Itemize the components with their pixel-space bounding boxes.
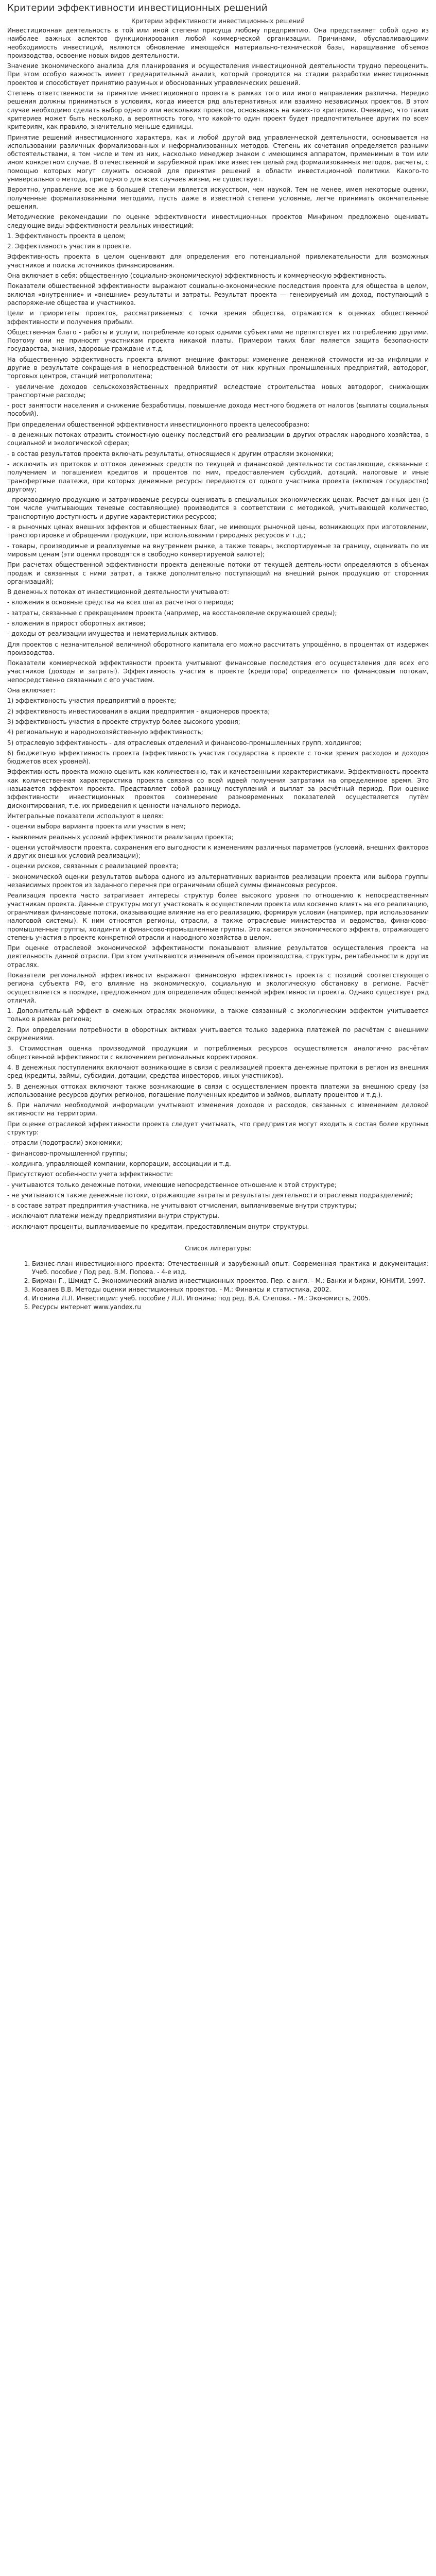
paragraph: - в рыночных ценах внешних эффектов и общественных благ, не имеющих рыночной цены, возникающих при изготовлении, транспортировке и обращении продукции, при использовании природных ресурсов и т.д.; <box>7 523 429 539</box>
paragraph: При оценке отраслевой эффективности проекта следует учитывать, что предприятия могут входить в состав более крупных структур: <box>7 1120 429 1137</box>
paragraph: Реализация проекта часто затрагивает интересы структур более высокого уровня по отношению к непосредственным участникам проекта. Данные структуры могут участвовать в осуществлении проекта или косвенно влиять на его реализацию, ограничивая финансовые потоки, оказывающие влияние на его реализацию, формируя условия (например, при использовании налоговой системы). К ним относятся регионы, отрасли, а также отраслевые министерства и ведомства, финансово-промышленные группы, холдинги и финансово-промышленные группы. Это касается экономического эффекта, отражающего степень участия в проекте конкретной отрасли и народного хозяйства в целом. <box>7 892 429 941</box>
paragraph: - вложения в основные средства на всех шагах расчетного периода; <box>7 599 234 606</box>
paragraph: 4) региональную и народнохозяйственную эффективность; <box>7 728 203 736</box>
paragraph: - оценки выбора варианта проекта или участия в нем; <box>7 823 186 831</box>
paragraph: - доходы от реализации имущества и нематериальных активов. <box>7 630 218 638</box>
paragraph: - в денежных потоках отразить стоимостную оценку последствий его реализации в других отраслях народного хозяйства, в социальной и экологической сферах; <box>7 431 429 447</box>
paragraph: 2) эффективность инвестирования в акции предприятия - акционеров проекта; <box>7 707 270 715</box>
paragraph: Инвестиционная деятельность в той или иной степени присуща любому предприятию. Она представляет собой одно из наиболее важных аспектов функционирования любой коммерческой организации. Причинами, обуславливающими необходимость инвестиций, являются обновление имеющейся материально-технической базы, наращивание объемов производства, освоение новых видов деятельности. <box>7 27 429 59</box>
paragraph: Интегральные показатели используют в целях: <box>7 812 164 820</box>
article-subtitle: Критерии эффективности инвестиционных решений <box>131 18 305 25</box>
reference-item: 5. Ресурсы интернет www.yandex.ru <box>32 1303 429 1311</box>
reference-item: 4. Игонина Л.Л. Инвестиции: учеб. пособие / Л.Л. Игонина; под ред. В.А. Слепова. - М.: Экономистъ, 2005. <box>32 1294 429 1302</box>
paragraph: 3) эффективность участия в проекте структур более высокого уровня; <box>7 718 240 725</box>
paragraph: Показатели общественной эффективности выражают социально-экономические последствия проекта для общества в целом, включая «внутренние» и «внешние» результаты и затраты. Результат проекта — генерируемый им доход, поступающий в распоряжение общества и участников. <box>7 282 429 307</box>
paragraph: - экономической оценки результатов выбора одного из альтернативных вариантов реализации проекта или выбора группы независимых проектов из заданного перечня при ограничении общей суммы финансовых ресурсов. <box>7 873 429 889</box>
paragraph: Значение экономического анализа для планирования и осуществления инвестиционной деятельности трудно переоценить. При этом особую важность имеет предварительный анализ, который проводится на стадии разработки инвестиционных проектов и способствует принятию разумных и обоснованных управленческих решений. <box>7 62 429 87</box>
paragraph: - исключают платежи между предприятиями внутри структуры. <box>7 1212 220 1220</box>
paragraph: Показатели коммерческой эффективности проекта учитывают финансовые последствия его осуществления для всех его участников (доходы и затраты). Эффективность участия в проекте (кредитора) определяется по финансовым потокам, непосредственно связанным с его участием. <box>7 659 429 684</box>
paragraph: 3. Стоимостная оценка производимой продукции и потребляемых ресурсов осуществляется аналогично расчётам общественной эффективности с включением региональных корректировок. <box>7 1045 429 1061</box>
paragraph: - холдинга, управляющей компании, корпорации, ассоциации и т.д. <box>7 1160 231 1167</box>
paragraph: - увеличение доходов сельскохозяйственных предприятий вследствие строительства новых автодорог, снижающих транспортные расходы; <box>7 383 429 399</box>
paragraph: - рост занятости населения и снижение безработицы, повышение дохода местного бюджета от налогов (выплаты социальных пособий). <box>7 402 429 418</box>
references-section <box>7 1244 429 1311</box>
paragraph: - отрасли (подотрасли) экономики; <box>7 1139 123 1147</box>
paragraph: - оценки устойчивости проекта, сохранения его выгодности к изменениям различных параметров (условий, внешних факторов и других внешних условий реализации); <box>7 843 429 860</box>
paragraph: 6) бюджетную эффективность проекта (эффективность участия государства в проекте с точки зрения расходов и доходов бюджетов всех уровней). <box>7 749 429 766</box>
paragraph: 5) отраслевую эффективность - для отраслевых отделений и финансово-промышленных групп, холдингов; <box>7 739 362 747</box>
paragraph: Эффективность проекта можно оценить как количественно, так и качественными характеристиками. Эффективность проекта как количественная характеристика проекта связана со всей идеей получения затратами на определенное время. Это называется эффектом проекта. Представляет собой разницу поступлений и выплат за расчётный период. При оценке эффективности инвестиционных проектов соизмерение разновременных показателей осуществляется путём дисконтирования, т.е. их приведения к ценности начального периода. <box>7 768 429 809</box>
paragraph: Присутствуют особенности учета эффективности: <box>7 1171 173 1178</box>
reference-item: 3. Ковалев В.В. Методы оценки инвестиционных проектов. - М.: Финансы и статистика, 2002. <box>32 1285 429 1294</box>
paragraph: Методические рекомендации по оценке эффективности инвестиционных проектов Минфином предложено оценивать следующие виды эффективности реальных инвестиций: <box>7 213 429 229</box>
paragraph: Общественная благо - работы и услуги, потребление которых одними субъектами не препятствует их потреблению другими. Поэтому они не приносят участникам проекта никакой платы. Примером таких благ является защита безопасности государства, знания, здоровые граждане и т.д. <box>7 328 429 353</box>
paragraph: - затраты, связанные с прекращением проекта (например, на восстановление окружающей среды); <box>7 609 337 617</box>
reference-item: 1. Бизнес-план инвестиционного проекта: Отечественный и зарубежный опыт. Современная практика и документация: Учеб. пособие / Под ред. В.М. Попова. - 4-е изд. <box>32 1260 429 1276</box>
paragraph: При расчетах общественной эффективности проекта денежные потоки от текущей деятельности определяются в объемах продаж и связанных с ними затрат, а также дополнительно поступающий на внешний рынок продукцию от сторонних организаций); <box>7 561 429 585</box>
paragraph: - исключить из притоков и оттоков денежных средств по текущей и финансовой деятельности составляющие, связанные с получением и погашением кредитов и процентов по ним, предоставлением субсидий, дотаций, налоговые и иные трансфертные платежи, при которых денежные ресурсы передаются от одного участника проекта (включая государство) другому; <box>7 460 429 493</box>
paragraph: Она включает в себя: общественную (социально-экономическую) эффективность и коммерческую эффективность. <box>7 272 387 280</box>
paragraph: 6. При наличии необходимой информации учитывают изменения доходов и расходов, связанных с изменением деловой активности на территории. <box>7 1101 429 1117</box>
article-body <box>7 26 429 1231</box>
paragraph: - товары, производимые и реализуемые на внутреннем рынке, а также товары, экспортируемые за границу, оценивать по их мировым ценам (эти оценки проводятся в свободно конвертируемой валюте); <box>7 542 429 558</box>
paragraph: При оценке отраслевой экономической эффективности показывают влияние результатов осуществления проекта на деятельность данной отрасли. При этом учитываются изменения объемов производства, структуры, рентабельности в других отраслях. <box>7 944 429 969</box>
paragraph: Степень ответственности за принятие инвестиционного проекта в рамках того или иного направления различна. Нередко решения должны приниматься в условиях, когда имеется ряд альтернативных или взаимно независимых проектов. В этом случае необходимо сделать выбор одного или нескольких проектов, основываясь на каких-то критериях. Очевидно, что таких критериев может быть несколько, а вероятность того, что какой-то один проект будет предпочтительнее других по всем критериям, как правило, значительно меньше единицы. <box>7 90 429 131</box>
paragraph: Для проектов с незначительной величиной оборотного капитала его можно рассчитать упрощённо, в процентах от издержек производства. <box>7 640 429 656</box>
references-list <box>7 1260 429 1311</box>
paragraph: - исключают проценты, выплачиваемые по кредитам, предоставляемым внутри структуры. <box>7 1223 309 1230</box>
paragraph: - производимую продукцию и затрачиваемые ресурсы оценивать в специальных экономических ценах. Расчет данных цен (в том числе учитывающих теневые составляющие) производится в соответствии с методикой, учитывающей количество, транспортную доступность и другие характеристики ресурсов; <box>7 496 429 520</box>
paragraph: 1) эффективность участия предприятий в проекте; <box>7 697 177 705</box>
paragraph: 5. В денежных оттоках включают также возникающие в связи с осуществлением проекта платежи за внешнюю среду (за использование ресурсов других регионов, погашение полученных кредитов и займов, выплату процентов и т.д.). <box>7 1082 429 1098</box>
paragraph: - выявления реальных условий эффективности реализации проекта; <box>7 833 234 841</box>
paragraph: 1. Дополнительный эффект в смежных отраслях экономики, а также связанный с экологическим эффектом учитывается только в рамках региона; <box>7 1007 429 1023</box>
paragraph: Принятие решений инвестиционного характера, как и любой другой вид управленческой деятельности, основывается на использовании различных формализованных и неформализованных методов. Степень их сочетания определяется разными обстоятельствами, в том числе и тем из них, насколько менеджер знаком с имеющимся аппаратом, применимым в том или ином конкретном случае. В отечественной и зарубежной практике известен целый ряд формализованных методов, расчеты, с помощью которых могут служить основой для принятия решений в области инвестиционной политики. Какого-то универсального метода, пригодного для всех случаев жизни, не существует. <box>7 133 429 183</box>
paragraph: - финансово-промышленной группы; <box>7 1149 128 1157</box>
paragraph: 1. Эффективность проекта в целом; <box>7 232 126 240</box>
paragraph: - оценки рисков, связанных с реализацией проекта; <box>7 862 179 870</box>
paragraph: 4. В денежных поступлениях включают возникающие в связи с реализацией проекта денежные притоки в регион из внешних сред (кредиты, займы, субсидии, дотации, средства инвесторов, иных участников). <box>7 1063 429 1080</box>
paragraph: - учитываются только денежные потоки, имеющие непосредственное отношение к этой структуре; <box>7 1181 337 1189</box>
paragraph: Она включает: <box>7 687 56 694</box>
paragraph: 2. При определении потребности в оборотных активах учитывается только задержка платежей по расчётам с внешними окружениями. <box>7 1026 429 1042</box>
paragraph: В денежных потоках от инвестиционной деятельности учитывают: <box>7 588 230 596</box>
paragraph: При определении общественной эффективности инвестиционного проекта целесообразно: <box>7 420 310 428</box>
page-title: Критерии эффективности инвестиционных решений <box>7 3 268 13</box>
paragraph: - вложения в прирост оборотных активов; <box>7 620 146 627</box>
paragraph: Вероятно, управление все же в большей степени является искусством, чем наукой. Тем не менее, имея некоторые оценки, полученные формализованными методами, пусть даже в известной степени условные, легче принимать окончательные решения. <box>7 186 429 210</box>
paragraph: 2. Эффективность участия в проекте. <box>7 243 131 250</box>
paragraph: - в состав результатов проекта включать результаты, относящиеся к другим отраслям экономики; <box>7 450 334 457</box>
paragraph: - в составе затрат предприятия-участника, не учитывают отчисления, выплачиваемые внутри структуры; <box>7 1202 357 1210</box>
paragraph: Эффективность проекта в целом оценивают для определения его потенциальной привлекательности для возможных участников и поиска источников финансирования. <box>7 253 429 269</box>
reference-item: 2. Бирман Г., Шмидт С. Экономический анализ инвестиционных проектов. Пер. с англ. - М.: Банки и биржи, ЮНИТИ, 1997. <box>32 1277 429 1285</box>
paragraph: - не учитываются также денежные потоки, отражающие затраты и результаты деятельности отраслевых подразделений; <box>7 1191 413 1199</box>
references-title: Список литературы: <box>184 1245 252 1252</box>
paragraph: Цели и приоритеты проектов, рассматриваемых с точки зрения общества, отражаются в оценках общественной эффективности и получения прибыли. <box>7 310 429 326</box>
paragraph: Показатели региональной эффективности выражают финансовую эффективность проекта с позиций соответствующего региона субъекта РФ, его влияние на экономическую, социальную и экологическую обстановку в регионе. Расчёт осуществляется в порядке, предложенном для определения общественной эффективности проекта. Однако существует ряд отличий. <box>7 971 429 1004</box>
paragraph: На общественную эффективность проекта влияют внешние факторы: изменение денежной стоимости из-за инфляции и другие в результате сокращения в непосредственной близости от них крупных промышленных предприятий, автодорог, торговых центров, станций метрополитена; <box>7 355 429 380</box>
